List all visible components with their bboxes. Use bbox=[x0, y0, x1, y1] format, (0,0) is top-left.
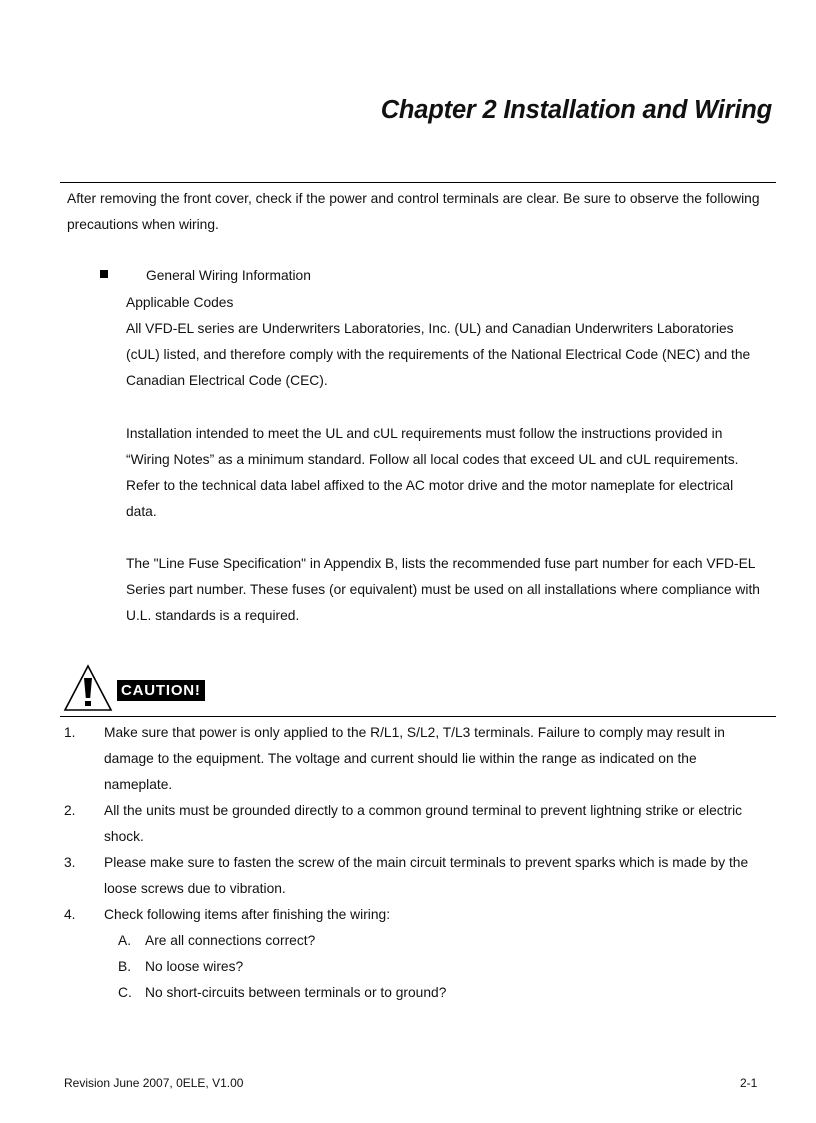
caution-item bbox=[0, 720, 764, 798]
installation-paragraph: Installation intended to meet the UL and cUL requirements must follow the instructions provided in “Wiring Notes” as a minimum standard. Follow all local codes that exceed UL and cUL requirements. Refer to the technical data label affixed to the AC motor drive and the motor nameplate for electrical data. bbox=[126, 426, 739, 519]
page-number: 2-1 bbox=[740, 1076, 758, 1090]
applicable-codes-paragraph: All VFD-EL series are Underwriters Laboratories, Inc. (UL) and Canadian Underwriters Laboratories (cUL) listed, and therefore comply with the requirements of the National Electrical Code (NEC) and the Canadian Electrical Code (CEC). bbox=[126, 321, 751, 388]
caution-item bbox=[0, 798, 764, 850]
intro-paragraph: After removing the front cover, check if the power and control terminals are clear. Be sure to observe the following precautions when wiring. bbox=[67, 191, 760, 232]
checklist-letter: C. bbox=[118, 985, 132, 1000]
checklist-text: No short-circuits between terminals or to ground? bbox=[145, 985, 447, 1000]
square-bullet-icon bbox=[100, 270, 108, 278]
caution-item-text: Check following items after finishing the wiring: bbox=[104, 907, 391, 922]
caution-item-text: Please make sure to fasten the screw of the main circuit terminals to prevent sparks which is made by the loose screws due to vibration. bbox=[104, 855, 749, 896]
checklist-item bbox=[104, 928, 764, 954]
checklist-text: No loose wires? bbox=[145, 959, 244, 974]
caution-item-number: 1. bbox=[64, 725, 76, 740]
applicable-codes-heading: Applicable Codes bbox=[126, 295, 234, 310]
caution-item-text: Make sure that power is only applied to the R/L1, S/L2, T/L3 terminals. Failure to comply may result in damage to the equipment. The voltage and current should lie within the range as indicated on the nameplate. bbox=[104, 725, 725, 792]
footer-revision: Revision June 2007, 0ELE, V1.00 bbox=[64, 1076, 244, 1090]
fuse-paragraph: The "Line Fuse Specification" in Appendix B, lists the recommended fuse part number for each VFD-EL Series part number. These fuses (or equivalent) must be used on all installations where compliance with U.L. standards is a required. bbox=[126, 556, 760, 623]
checklist bbox=[104, 928, 764, 1006]
section-heading: General Wiring Information bbox=[146, 268, 311, 283]
caution-label: CAUTION! bbox=[117, 680, 205, 701]
checklist-item bbox=[104, 954, 764, 980]
header-divider bbox=[60, 182, 776, 183]
caution-item-text: All the units must be grounded directly to a common ground terminal to prevent lightning strike or electric shock. bbox=[104, 803, 743, 844]
caution-item bbox=[0, 902, 764, 1006]
caution-item bbox=[0, 850, 764, 902]
chapter-title: Chapter 2 Installation and Wiring bbox=[380, 96, 772, 124]
checklist-text: Are all connections correct? bbox=[145, 933, 316, 948]
caution-divider bbox=[60, 716, 776, 717]
caution-item-number: 4. bbox=[64, 907, 76, 922]
caution-list bbox=[0, 720, 816, 1006]
caution-item-number: 3. bbox=[64, 855, 76, 870]
checklist-letter: A. bbox=[118, 933, 132, 948]
warning-triangle-icon bbox=[63, 664, 113, 712]
checklist-item bbox=[104, 980, 764, 1006]
checklist-letter: B. bbox=[118, 959, 132, 974]
caution-item-number: 2. bbox=[64, 803, 76, 818]
